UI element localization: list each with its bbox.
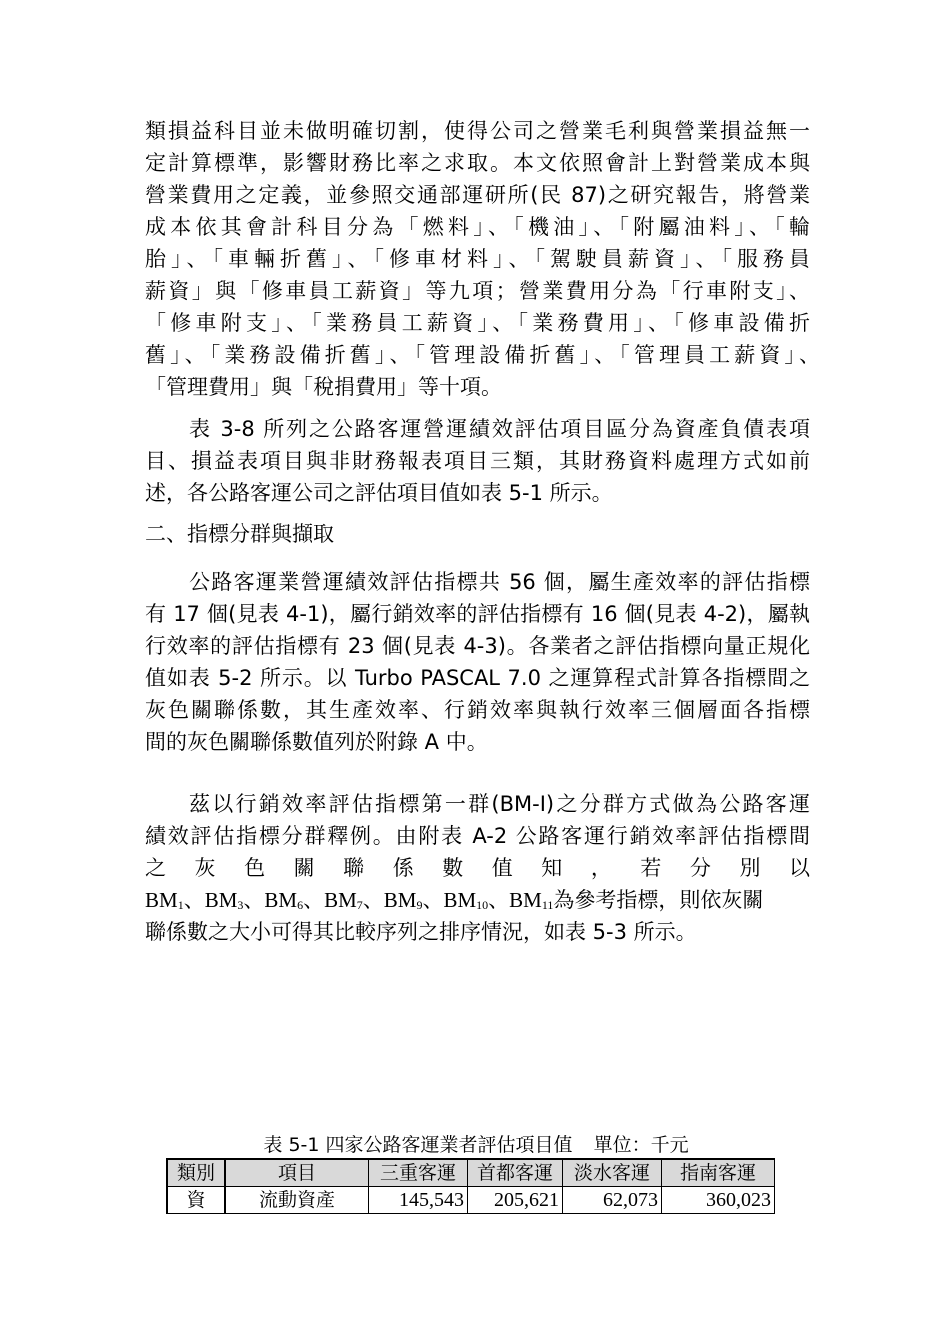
bm-label: BM: [509, 888, 542, 912]
bm-subscript: 6: [297, 898, 304, 912]
text-line: 薪資」與「修車員工薪資」等九項；營業費用分為「行車附支」、: [145, 279, 810, 303]
text-line: 成本依其會計科目分為「燃料」、「機油」、「附屬油料」、「輪: [145, 215, 810, 239]
separator: 、: [183, 888, 205, 912]
paragraph-cost-classification: [145, 115, 820, 403]
cell-category: 資: [167, 1187, 225, 1214]
text-line: 目、損益表項目與非財務報表項目三類，其財務資料處理方式如前: [145, 449, 810, 473]
header-item: 項目: [225, 1159, 369, 1187]
header-company-capital: 首都客運: [468, 1159, 563, 1187]
bm-subscript: 11: [541, 898, 554, 912]
cell-value: 360,023: [662, 1187, 775, 1214]
cell-value: 62,073: [563, 1187, 662, 1214]
bm-label: BM: [264, 888, 298, 912]
header-company-sanchong: 三重客運: [369, 1159, 468, 1187]
bm-label: BM: [383, 888, 417, 912]
text-line: 類損益科目並未做明確切割，使得公司之營業毛利與營業損益無一: [145, 119, 810, 143]
text-line: 茲以行銷效率評估指標第一群(BM-I)之分群方式做為公路客運: [189, 792, 810, 816]
text-line: 績效評估指標分群釋例。由附表 A-2 公路客運行銷效率評估指標間: [145, 824, 810, 848]
cell-value: 205,621: [468, 1187, 563, 1214]
cell-item: 流動資產: [225, 1187, 369, 1214]
header-company-zhinan: 指南客運: [662, 1159, 775, 1187]
bm-label: BM: [324, 888, 357, 912]
text-line: 有 17 個(見表 4-1)，屬行銷效率的評估指標有 16 個(見表 4-2)，屬執: [145, 602, 810, 626]
bm-subscript: 9: [416, 898, 423, 912]
separator: 、: [422, 888, 444, 912]
paragraph-indicator-count: [145, 566, 810, 758]
table-row: [167, 1187, 775, 1214]
text-line: 定計算標準，影響財務比率之求取。本文依照會計上對營業成本與: [145, 151, 810, 175]
bm-label: BM: [443, 888, 477, 912]
text-line: 營業費用之定義，並參照交通部運研所(民 87)之研究報告，將營業: [145, 183, 810, 207]
table-caption: [0, 1132, 950, 1158]
table-header-row: [167, 1159, 775, 1187]
text-line: 間的灰色關聯係數值列於附錄 A 中。: [145, 730, 488, 754]
text-line: 公路客運業營運績效評估指標共 56 個，屬生產效率的評估指標: [189, 570, 810, 594]
bm-subscript: 3: [237, 898, 244, 912]
header-category: 類別: [167, 1159, 225, 1187]
text-line: 之 灰 色 關 聯 係 數 值 知 ， 若 分 別 以: [145, 856, 810, 880]
bm-subscript: 10: [476, 898, 489, 912]
text-line-bm-list: [145, 884, 810, 916]
text-line: 「管理費用」與「稅捐費用」等十項。: [145, 375, 502, 399]
separator: 、: [362, 888, 384, 912]
paragraph-evaluation-items: [145, 413, 810, 509]
text-line: 灰色關聯係數，其生產效率、行銷效率與執行效率三個層面各指標: [145, 698, 810, 722]
separator: 、: [488, 888, 510, 912]
table-unit: 單位：千元: [593, 1134, 689, 1156]
text-line: 值如表 5-2 所示。以 Turbo PASCAL 7.0 之運算程式計算各指標間之: [145, 666, 810, 690]
cell-value: 145,543: [369, 1187, 468, 1214]
bm-subscript: 7: [356, 898, 363, 912]
section-heading: [145, 518, 810, 550]
text-line: 聯係數之大小可得其比較序列之排序情況，如表 5-3 所示。: [145, 920, 697, 944]
heading-text: 二、指標分群與擷取: [145, 522, 334, 546]
bm-label: BM: [145, 888, 178, 912]
bm-label: BM: [204, 888, 238, 912]
text-line: 表 3-8 所列之公路客運營運績效評估項目區分為資產負債表項: [189, 417, 810, 441]
header-company-tamsui: 淡水客運: [563, 1159, 662, 1187]
text-tail: 為參考指標，則依灰關: [553, 888, 764, 912]
table-title: 表 5-1 四家公路客運業者評估項目值: [263, 1134, 573, 1156]
text-line: 舊」、「業務設備折舊」、「管理設備折舊」、「管理員工薪資」、: [145, 343, 820, 367]
separator: 、: [303, 888, 325, 912]
text-line: 胎」、「車輛折舊」、「修車材料」、「駕駛員薪資」、「服務員: [145, 247, 810, 271]
text-line: 行效率的評估指標有 23 個(見表 4-3)。各業者之評估指標向量正規化: [145, 634, 810, 658]
paragraph-grouping-example: [145, 788, 810, 948]
text-line: 述，各公路客運公司之評估項目值如表 5-1 所示。: [145, 481, 613, 505]
text-line: 「修車附支」、「業務員工薪資」、「業務費用」、「修車設備折: [145, 311, 810, 335]
evaluation-values-table: [166, 1158, 775, 1214]
separator: 、: [243, 888, 265, 912]
bm-subscript: 1: [177, 898, 184, 912]
